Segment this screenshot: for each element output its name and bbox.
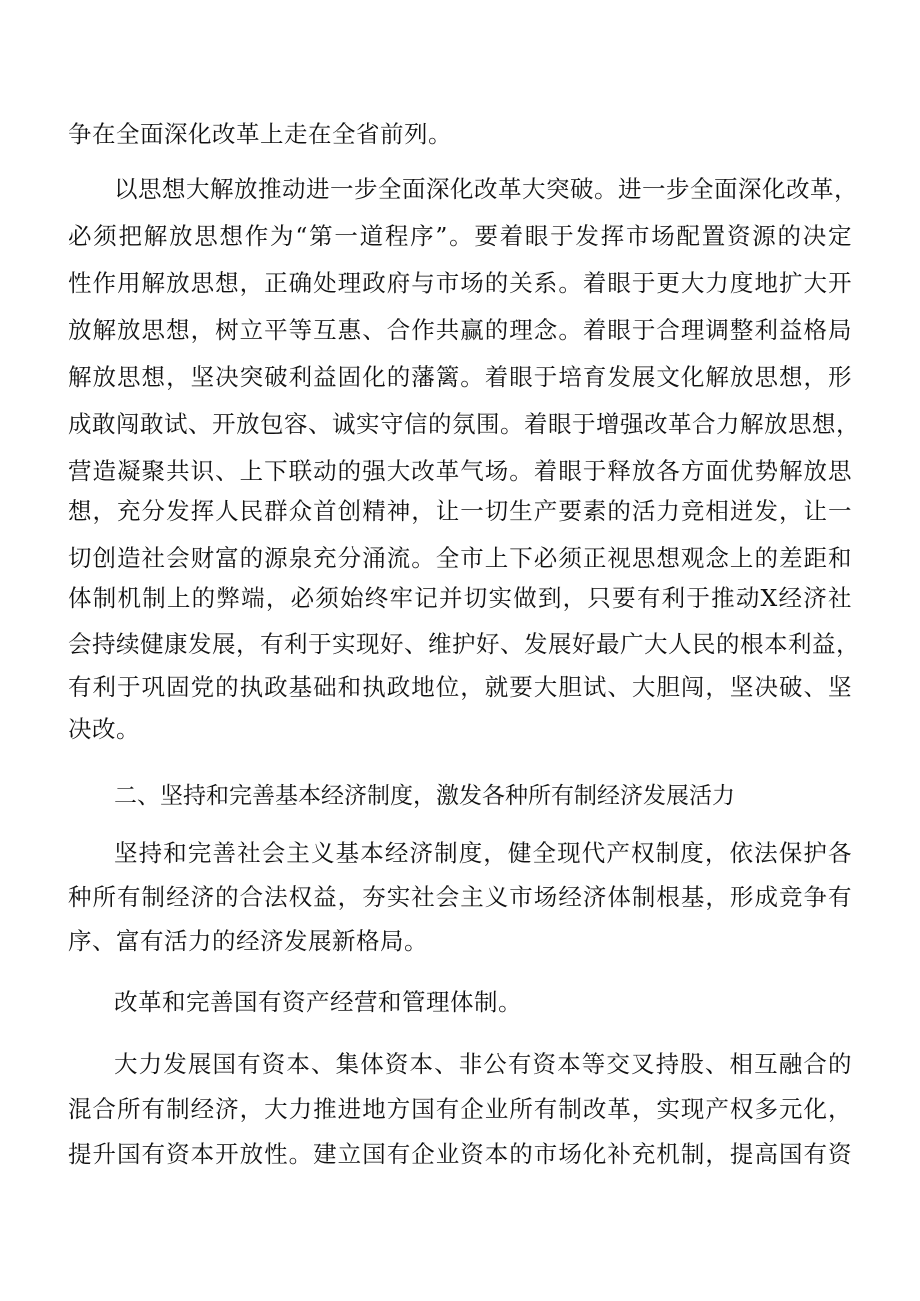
paragraph-line: 种所有制经济的合法权益，夯实社会主义市场经济体制根基，形成竞争有 bbox=[68, 883, 852, 911]
paragraph-line: 以思想大解放推动进一步全面深化改革大突破。进一步全面深化改革， bbox=[114, 175, 858, 203]
paragraph-line: 切创造社会财富的源泉充分涌流。全市上下必须正视思想观念上的差距和 bbox=[68, 544, 852, 572]
paragraph-line: 解放思想，坚决突破利益固化的藩篱。着眼于培育发展文化解放思想，形 bbox=[68, 363, 852, 391]
paragraph-line: 成敢闯敢试、开放包容、诚实守信的氛围。着眼于增强改革合力解放思想， bbox=[68, 410, 860, 438]
paragraph-line: 混合所有制经济，大力推进地方国有企业所有制改革，实现产权多元化， bbox=[68, 1095, 852, 1123]
paragraph-line: 营造凝聚共识、上下联动的强大改革气场。着眼于释放各方面优势解放思 bbox=[68, 457, 852, 485]
paragraph-line: 提升国有资本开放性。建立国有企业资本的市场化补充机制，提高国有资 bbox=[68, 1140, 852, 1168]
paragraph-line: 会持续健康发展，有利于实现好、维护好、发展好最广大人民的根本利益， bbox=[68, 630, 860, 658]
paragraph-line: 大力发展国有资本、集体资本、非公有资本等交叉持股、相互融合的 bbox=[114, 1050, 852, 1078]
paragraph-line: 争在全面深化改革上走在全省前列。 bbox=[68, 120, 452, 148]
paragraph-line: 想，充分发挥人民群众首创精神，让一切生产要素的活力竞相迸发，让一 bbox=[68, 497, 852, 525]
paragraph-line: 序、富有活力的经济发展新格局。 bbox=[68, 927, 428, 955]
paragraph-line: 改革和完善国有资产经营和管理体制。 bbox=[114, 988, 522, 1016]
section-heading: 二、坚持和完善基本经济制度，激发各种所有制经济发展活力 bbox=[114, 783, 735, 809]
paragraph-line: 决改。 bbox=[68, 715, 140, 743]
paragraph-line: 必须把解放思想作为“第一道程序”。要着眼于发挥市场配置资源的决定 bbox=[68, 222, 852, 250]
paragraph-line: 性作用解放思想，正确处理政府与市场的关系。着眼于更大力度地扩大开 bbox=[68, 269, 852, 297]
paragraph-line: 放解放思想，树立平等互惠、合作共赢的理念。着眼于合理调整利益格局 bbox=[68, 316, 852, 344]
paragraph-line: 体制机制上的弊端，必须始终牢记并切实做到，只要有利于推动X经济社 bbox=[68, 584, 852, 612]
paragraph-line: 有利于巩固党的执政基础和执政地位，就要大胆试、大胆闯，坚决破、坚 bbox=[68, 673, 852, 701]
paragraph-line: 坚持和完善社会主义基本经济制度，健全现代产权制度，依法保护各 bbox=[114, 839, 852, 867]
